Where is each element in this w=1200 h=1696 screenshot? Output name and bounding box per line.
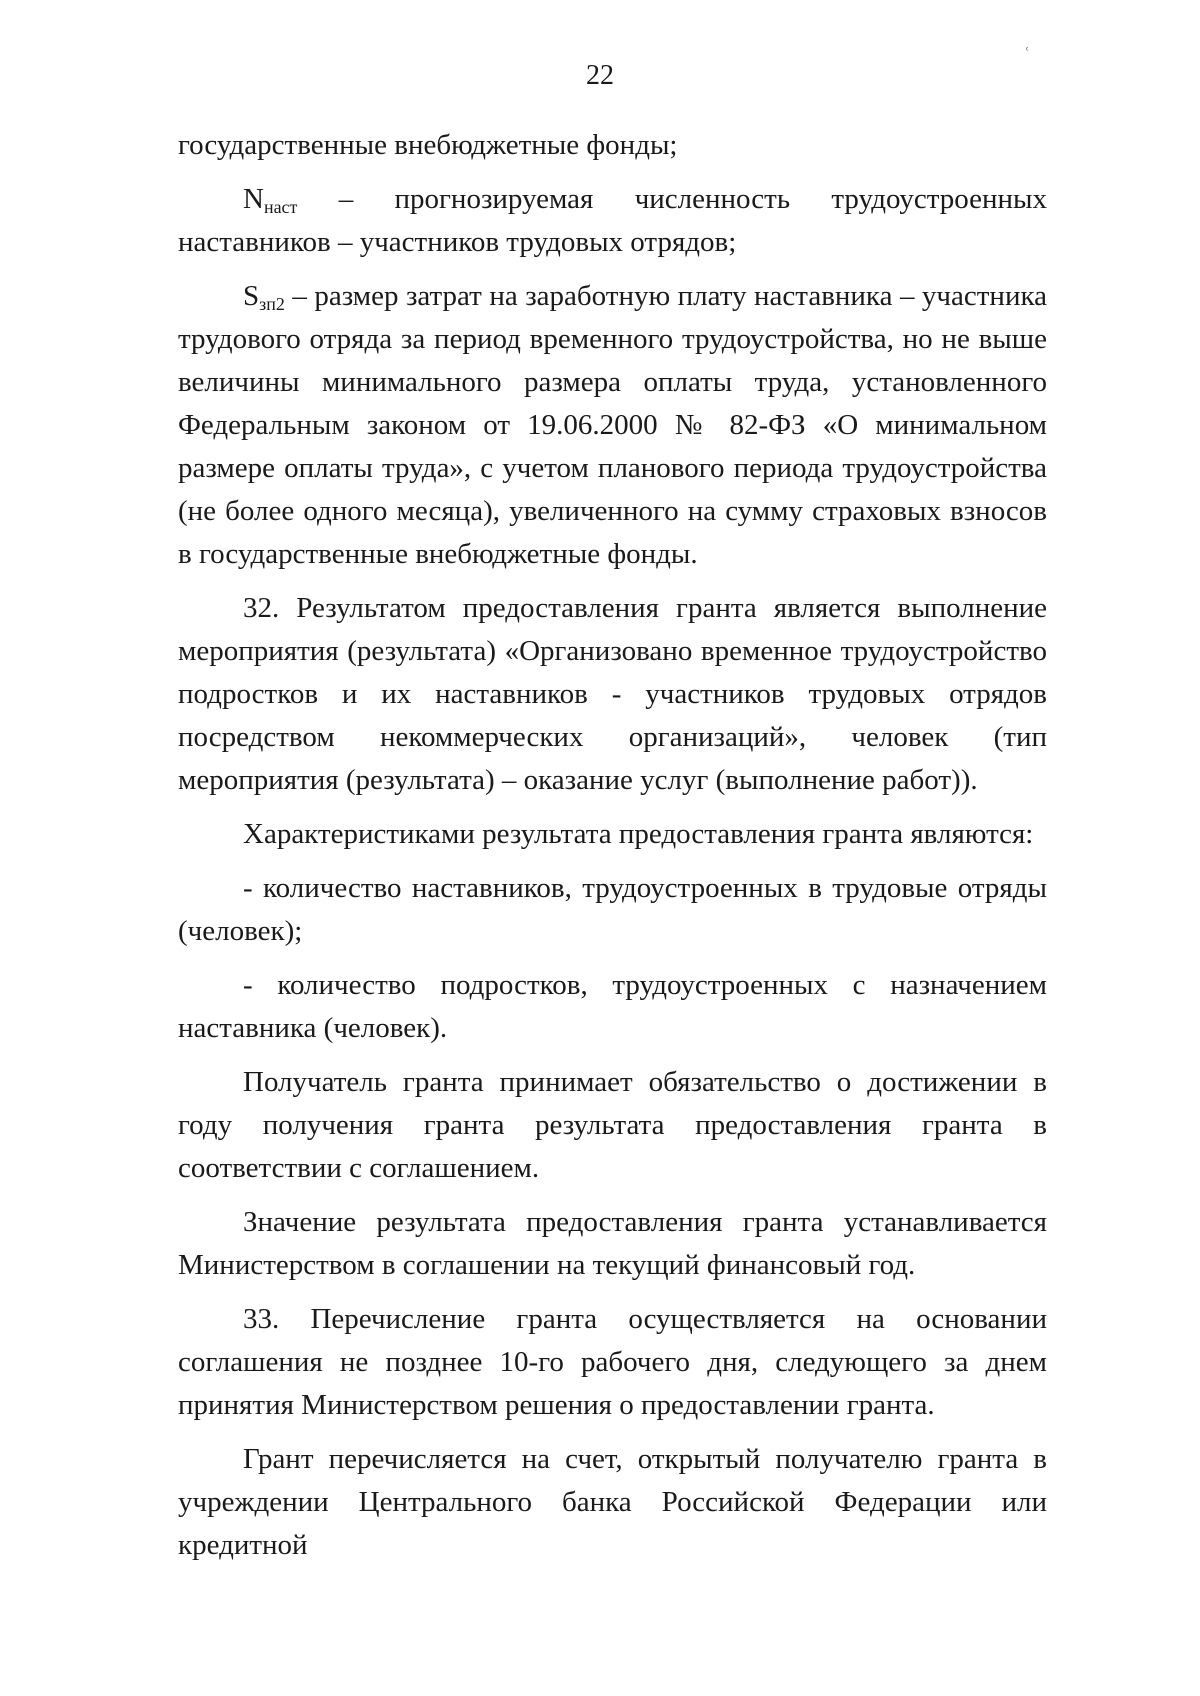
paragraph-value bbox=[178, 1201, 1047, 1287]
definition-s-zp2 bbox=[178, 275, 1047, 576]
list-item-teenagers bbox=[178, 964, 1047, 1050]
formula-symbol-s: S bbox=[243, 280, 260, 312]
definition-text: – прогнозируемая численность трудоустроенных наставников – участников трудовых отрядов; bbox=[178, 183, 1047, 258]
paragraph-33-transfer bbox=[178, 1298, 1047, 1427]
paragraph-text: Характеристиками результата предоставления гранта являются: bbox=[243, 818, 1034, 850]
list-item-mentors bbox=[178, 867, 1047, 953]
paragraph-text: - количество подростков, трудоустроенных с назначением наставника (человек). bbox=[178, 969, 1047, 1044]
definition-text: – размер затрат на заработную плату наставника – участника трудового отряда за период временного трудоустройства, но не выше величины минимального размера оплаты труда, установленного Федеральным законом от 19.06.2000 № 82-ФЗ «О минимальном размере оплаты труда», с учетом планового периода трудоустройства (не более одного месяца), увеличенного на сумму страховых взносов в государственные внебюджетные фонды. bbox=[178, 280, 1047, 570]
paragraph-funds-end bbox=[178, 124, 1047, 167]
paragraph-account bbox=[178, 1438, 1047, 1567]
paragraph-text: Значение результата предоставления гранта устанавливается Министерством в соглашении на текущий финансовый год. bbox=[178, 1206, 1047, 1281]
document-body bbox=[178, 124, 1047, 1578]
paragraph-text: 33. Перечисление гранта осуществляется на основании соглашения не позднее 10-го рабочего дня, следующего за днем принятия Министерством решения о предоставлении гранта. bbox=[178, 1303, 1047, 1421]
paragraph-32-result bbox=[178, 587, 1047, 802]
paragraph-text: Грант перечисляется на счет, открытый получателю гранта в учреждении Центрального банка Российской Федерации или кредитной bbox=[178, 1443, 1047, 1561]
definition-n-nast bbox=[178, 178, 1047, 264]
paragraph-characteristics bbox=[178, 813, 1047, 856]
page-number: 22 bbox=[586, 60, 614, 91]
paragraph-text: Получатель гранта принимает обязательство о достижении в году получения гранта результата предоставления гранта в соответствии с соглашением. bbox=[178, 1066, 1047, 1184]
paragraph-obligation bbox=[178, 1061, 1047, 1190]
formula-subscript-zp2: зп2 bbox=[259, 294, 285, 315]
paragraph-text: 32. Результатом предоставления гранта является выполнение мероприятия (результата) «Организовано временное трудоустройство подростков и их наставников - участников трудовых отрядов посредством некоммерческих организаций», человек (тип мероприятия (результата) – оказание услуг (выполнение работ)). bbox=[178, 592, 1047, 796]
formula-symbol-n: N bbox=[243, 183, 264, 215]
paragraph-text: - количество наставников, трудоустроенных в трудовые отряды (человек); bbox=[178, 872, 1047, 947]
paragraph-text: государственные внебюджетные фонды; bbox=[178, 129, 678, 161]
formula-subscript-nast: наст bbox=[263, 197, 298, 218]
scan-artifact-mark: ʿ bbox=[1024, 44, 1030, 64]
